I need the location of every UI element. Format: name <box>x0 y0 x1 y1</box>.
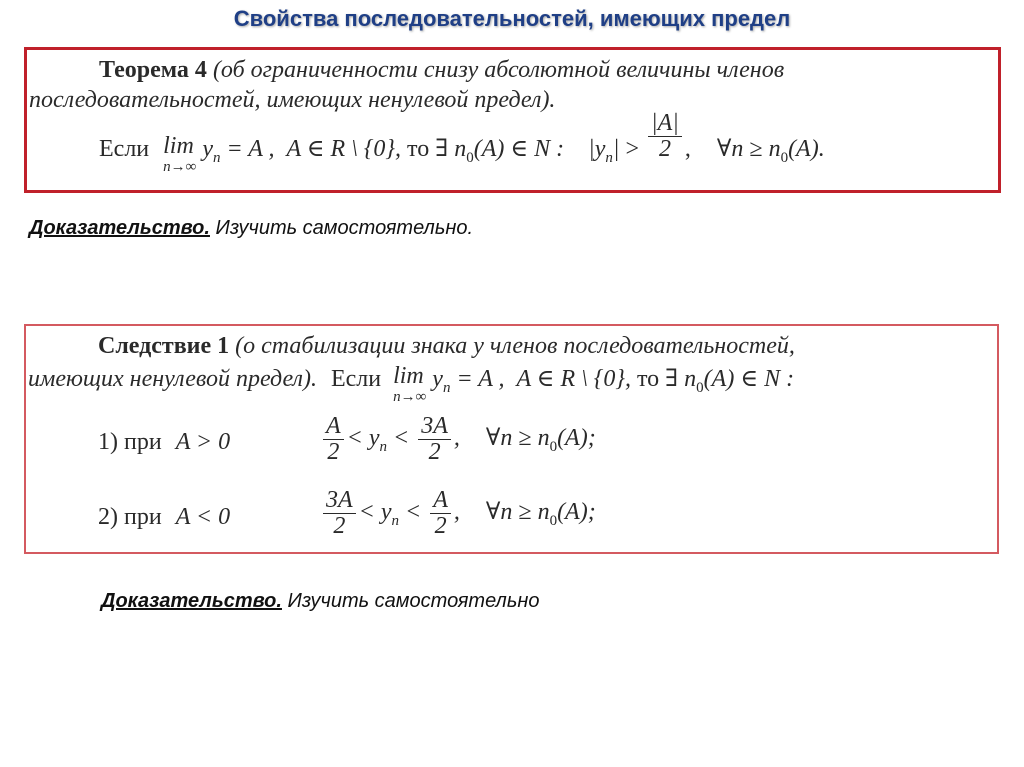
corollary-case-1 <box>98 429 230 456</box>
corollary-eq-a: = A , <box>456 366 505 392</box>
case-2-tail: ∀n ≥ n <box>485 499 550 526</box>
theorem-header <box>99 57 784 84</box>
theorem-comma: , <box>684 136 691 162</box>
proof-2-label: Доказательство. <box>101 590 282 612</box>
theorem-lim-sub: n→∞ <box>163 159 197 175</box>
corollary-a-in-r: A ∈ R \ {0}, <box>516 366 631 392</box>
case-2-cond: A < 0 <box>175 504 231 530</box>
corollary-desc-line2: имеющих ненулевой предел). <box>28 366 317 392</box>
corollary-case-2 <box>98 504 230 531</box>
corollary-lim <box>393 364 426 405</box>
corollary-if-word: Если <box>330 366 382 392</box>
corollary-n0-sub: 0 <box>696 380 704 396</box>
case-1-tail: ∀n ≥ n <box>485 425 550 452</box>
corollary-y: y <box>432 366 443 392</box>
case-2-left-num: 3A <box>323 488 356 514</box>
case-1-mid: < y <box>346 425 380 452</box>
corollary-n0-rest: (A) ∈ N : <box>703 366 795 392</box>
theorem-y-sub: n <box>213 150 221 166</box>
case-2-inequality: $\frac{3A}{2}$ < $y_n$ < $\frac{A}{2}$ , ∀n ≥ $n_0(A)$; <box>320 488 596 539</box>
case-1-right-frac <box>418 414 451 465</box>
theorem-y: y <box>202 136 213 162</box>
case-2-left-den: 2 <box>333 513 346 540</box>
theorem-n0: n <box>454 136 467 162</box>
corollary-y-sub: n <box>442 380 451 396</box>
theorem-formula <box>99 109 825 175</box>
proof-1-text: Изучить самостоятельно. <box>209 217 474 239</box>
theorem-gt: > <box>625 136 640 162</box>
case-1-mid2: < <box>393 425 410 452</box>
theorem-forall-rest: (A). <box>788 136 825 162</box>
theorem-a-in-r: A ∈ R \ {0}, <box>286 136 402 162</box>
theorem-forall: ∀n ≥ n <box>716 136 781 162</box>
theorem-if-word: Если <box>99 136 150 162</box>
slide-title: Свойства последовательностей, имеющих предел <box>233 6 791 31</box>
case-1-tail-rest: (A); <box>557 425 596 452</box>
theorem-desc-line1: (об ограниченности снизу абсолютной величины членов <box>212 57 785 83</box>
case-2-right-num: A <box>430 488 451 514</box>
theorem-lim-text: lim <box>163 133 194 159</box>
theorem-n0-sub: 0 <box>466 150 474 166</box>
corollary-lim-text: lim <box>393 363 424 389</box>
corollary-then: то ∃ <box>636 366 679 392</box>
case-1-right-num: 3A <box>418 414 451 440</box>
theorem-then: то ∃ <box>407 136 449 162</box>
case-1-left-num: A <box>323 414 344 440</box>
case-1-left-frac <box>323 414 344 465</box>
corollary-label: Следствие 1 <box>98 333 230 359</box>
case-2-mid2: < <box>405 499 422 526</box>
case-2-y-sub: n <box>391 513 400 530</box>
theorem-frac-num: |A| <box>648 111 682 137</box>
corollary-line2 <box>28 364 794 405</box>
case-1-right-den: 2 <box>428 439 441 466</box>
case-2-right-frac <box>430 488 451 539</box>
theorem-n0-rest: (A) ∈ N : <box>473 136 565 162</box>
case-1-cond: A > 0 <box>175 429 231 455</box>
theorem-desc-line2: последовательностей, имеющих ненулевой предел). <box>29 87 556 113</box>
corollary-n0: n <box>684 366 697 392</box>
corollary-box <box>24 324 999 554</box>
theorem-abs-close: | <box>612 136 620 162</box>
proof-2 <box>101 590 539 613</box>
corollary-header <box>98 333 795 360</box>
corollary-lim-sub: n→∞ <box>393 389 427 405</box>
case-2-tail-rest: (A); <box>557 499 596 526</box>
case-2-right-den: 2 <box>434 513 447 540</box>
theorem-label: Теорема 4 <box>99 57 207 83</box>
proof-1 <box>29 217 473 240</box>
case-1-tail-sub: 0 <box>549 439 558 456</box>
theorem-lim <box>163 134 196 175</box>
theorem-abs-y-sub: n <box>605 150 613 166</box>
theorem-eq-a: = A , <box>226 136 275 162</box>
theorem-box <box>24 47 1001 193</box>
corollary-desc-line1: (о стабилизации знака у членов последовательностей, <box>235 333 795 359</box>
case-2-label: 2) при <box>98 504 162 530</box>
case-2-left-frac <box>323 488 356 539</box>
theorem-fraction <box>648 111 682 162</box>
case-2-tail-sub: 0 <box>549 513 558 530</box>
case-1-inequality: $\frac{A}{2}$ < $y_n$ < $\frac{3A}{2}$ , ∀n ≥ $n_0(A)$; <box>320 414 596 465</box>
case-1-left-den: 2 <box>327 439 340 466</box>
theorem-forall-sub: 0 <box>780 150 789 166</box>
case-2-mid: < y <box>358 499 392 526</box>
case-1-label: 1) при <box>98 429 162 455</box>
theorem-abs-y: |y <box>588 136 606 162</box>
proof-2-text: Изучить самостоятельно <box>281 590 540 612</box>
proof-1-label: Доказательство. <box>29 217 210 239</box>
theorem-frac-den: 2 <box>658 135 671 162</box>
case-1-y-sub: n <box>379 439 388 456</box>
